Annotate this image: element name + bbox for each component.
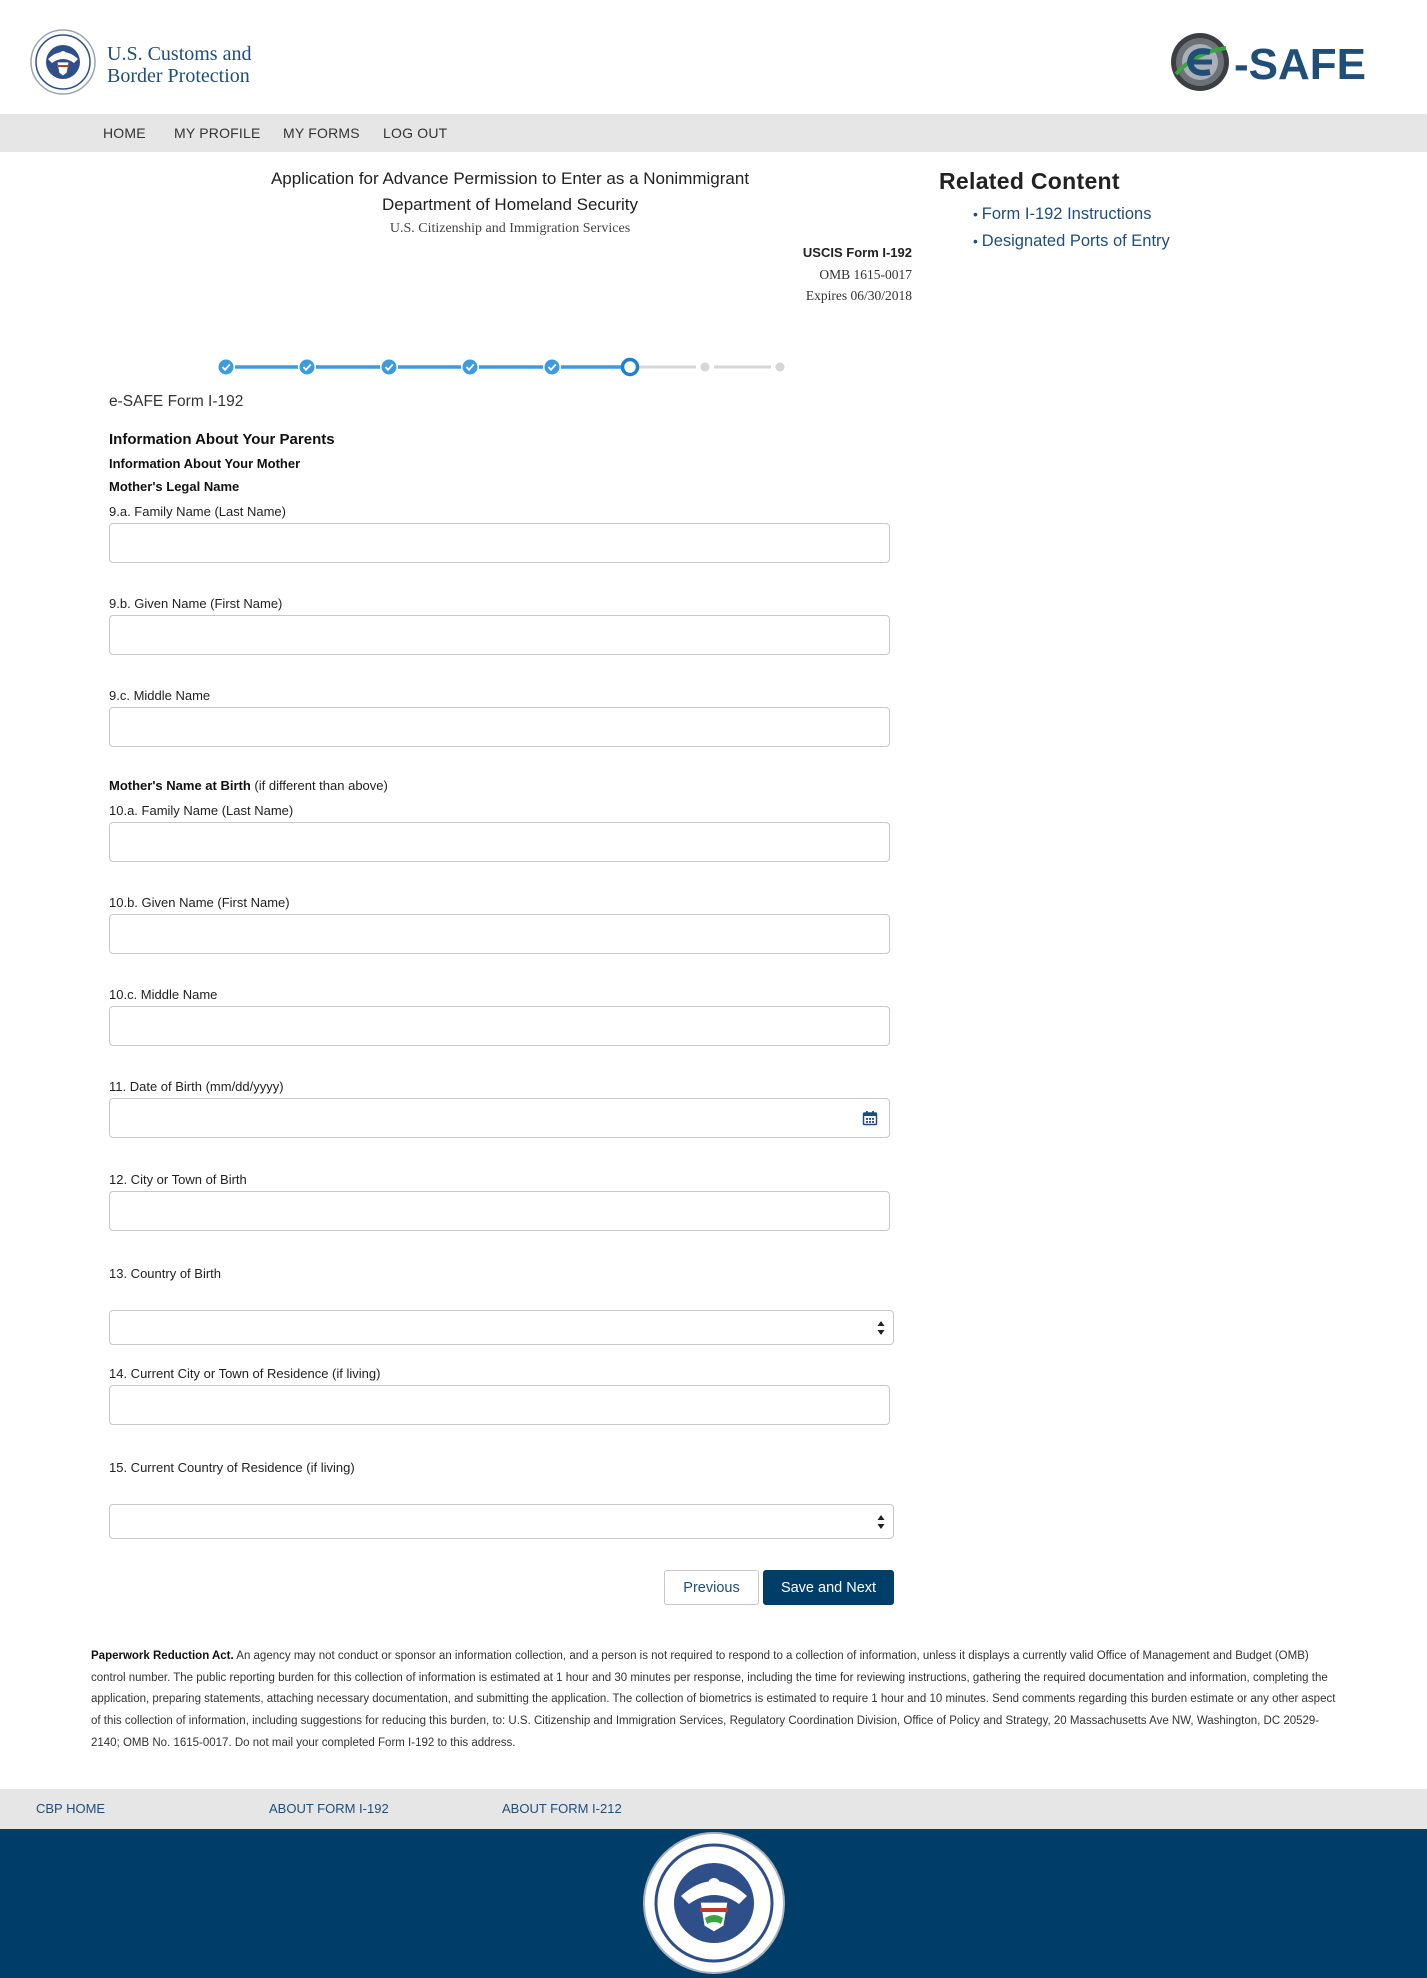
department-name: Department of Homeland Security [381,195,639,214]
site-header [0,0,1427,114]
agency-name-line2: Border Protection [107,65,250,87]
related-link-instructions[interactable]: • Form I-192 Instructions [973,201,1299,228]
mother-family-name-input[interactable] [109,523,890,563]
label-12: 12. City or Town of Birth [109,1172,247,1187]
birth-middle-name-input[interactable] [109,1006,890,1046]
country-of-birth-select[interactable] [109,1310,894,1345]
page-title: Application for Advance Permission to Enter as a Nonimmigrant [270,169,750,188]
mother-given-name-input[interactable] [109,615,890,655]
dhs-seal-icon[interactable] [30,29,96,95]
section-heading: Information About Your Parents [109,431,335,448]
label-10b: 10.b. Given Name (First Name) [109,895,290,910]
nav-log-out[interactable]: LOG OUT [383,125,448,141]
paperwork-reduction-notice [91,1646,1341,1755]
expiration-date: Expires 06/30/2018 [805,288,912,303]
birth-family-name-input[interactable] [109,822,890,862]
nav-my-forms[interactable]: MY FORMS [283,125,360,141]
date-of-birth-field [109,1098,890,1138]
omb-number: OMB 1615-0017 [819,266,912,282]
nav-my-profile[interactable]: MY PROFILE [174,125,261,141]
paperwork-text: An agency may not conduct or sponsor an information collection, and a person is not required to respond to a collection of information, unless it displays a currently valid Office of Management and Budget (OMB) control number. The public reporting burden for this collection of information is estimated at 1 hour and 30 minutes per response, including the time for reviewing instructions, gathering the required documentation and information, completing the application, preparing statements, attaching necessary documentation, and submitting the application. The collection of biometrics is estimated to require 1 hour and 10 minutes. Send comments regarding this burden estimate or any other aspect of this collection of information, including suggestions for reducing this burden, to: U.S. Citizenship and Immigration Services, Regulatory Coordination Division, Office of Policy and Strategy, 20 Massachusetts Ave NW, Washington, DC 20529-2140; OMB No. 1615-0017. Do not mail your completed Form I-192 to this address. [91,1650,1336,1749]
stepper-step-completed [382,360,397,375]
label-9a: 9.a. Family Name (Last Name) [109,504,286,519]
previous-button[interactable]: Previous [664,1570,759,1605]
stepper-step-completed [219,360,234,375]
label-10c: 10.c. Middle Name [109,987,218,1002]
birth-name-heading [109,778,388,793]
related-content [939,168,1299,255]
agency-name[interactable] [107,43,251,87]
agency-subtitle: U.S. Citizenship and Immigration Services [389,221,631,236]
stepper-step-completed [300,360,315,375]
mother-middle-name-input[interactable] [109,707,890,747]
nav-home[interactable]: HOME [103,125,146,141]
paperwork-heading: Paperwork Reduction Act. [91,1650,234,1662]
related-link-ports[interactable]: • Designated Ports of Entry [973,228,1299,255]
dhs-seal-icon [643,1832,785,1974]
city-of-birth-input[interactable] [109,1191,890,1231]
birth-given-name-input[interactable] [109,914,890,954]
esafe-logo-text: -SAFE [1234,40,1366,89]
birth-name-heading-note: (if different than above) [250,778,388,793]
label-15: 15. Current Country of Residence (if living) [109,1460,355,1475]
form-number: USCIS Form I-192 [802,245,912,260]
progress-stepper [208,349,808,385]
current-city-input[interactable] [109,1385,890,1425]
date-of-birth-input[interactable] [109,1098,890,1138]
footer-link-cbp-home[interactable]: CBP HOME [36,1801,106,1816]
form-header [110,166,910,240]
calendar-icon[interactable] [862,1110,878,1126]
footer-link-about-i212[interactable]: ABOUT FORM I-212 [502,1801,622,1816]
related-links [939,201,1299,255]
label-14: 14. Current City or Town of Residence (if living) [109,1366,381,1381]
label-11: 11. Date of Birth (mm/dd/yyyy) [109,1079,284,1094]
select-arrows-icon [877,1319,885,1337]
stepper-step-completed [463,360,478,375]
form-meta [803,242,912,307]
current-country-select[interactable] [109,1504,894,1539]
stepper-step-completed [545,360,560,375]
label-10a: 10.a. Family Name (Last Name) [109,803,294,818]
label-9b: 9.b. Given Name (First Name) [109,596,283,611]
related-content-heading: Related Content [939,168,1120,194]
footer-link-about-i192[interactable]: ABOUT FORM I-192 [269,1801,389,1816]
select-arrows-icon [877,1513,885,1531]
legal-name-heading: Mother's Legal Name [109,479,240,494]
subsection-heading: Information About Your Mother [109,456,301,471]
footer-links [0,1789,1427,1829]
esafe-logo[interactable] [1166,30,1396,94]
main-nav [0,114,1427,152]
stepper-step-pending [701,363,710,372]
birth-name-heading-bold: Mother's Name at Birth [109,778,251,793]
label-13: 13. Country of Birth [109,1266,221,1281]
agency-name-line1: U.S. Customs and [107,43,252,65]
stepper-step-current [623,360,638,375]
stepper-step-pending [776,363,785,372]
save-and-next-button[interactable]: Save and Next [763,1570,894,1605]
form-title: e-SAFE Form I-192 [109,393,244,410]
label-9c: 9.c. Middle Name [109,688,211,703]
